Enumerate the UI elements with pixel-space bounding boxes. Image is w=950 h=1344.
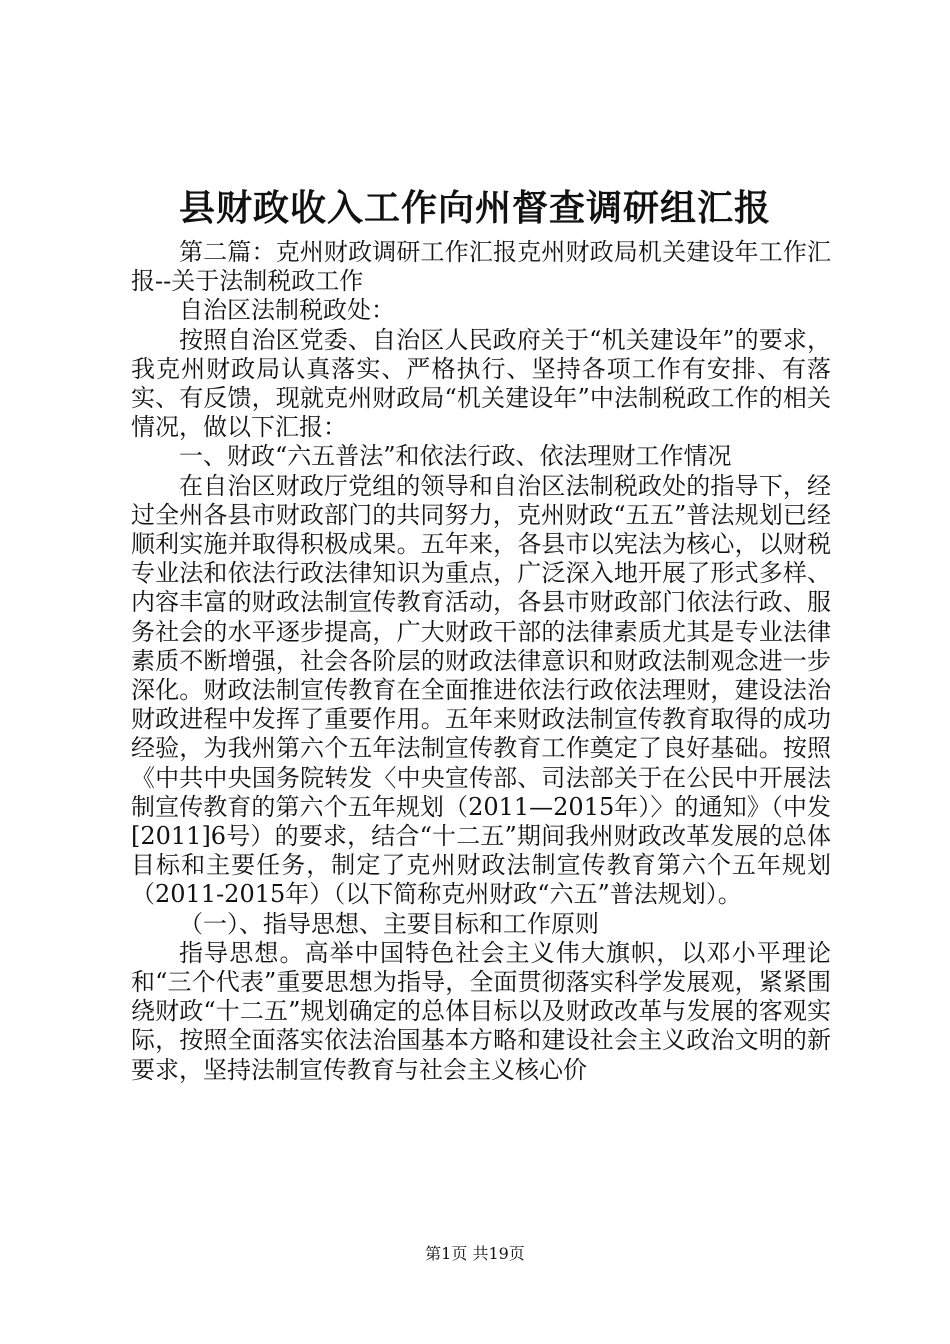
page-footer: 第1页 共19页: [425, 1244, 525, 1263]
paragraph-intro: 按照自治区党委、自治区人民政府关于“机关建设年”的要求，我克州财政局认真落实、严格执行、坚持各项工作有安排、有落实、有反馈，现就克州财政局“机关建设年”中法制税政工作的相关情况，做以下汇报：: [131, 325, 831, 442]
document-body: [131, 238, 831, 1085]
paragraph-salutation: 自治区法制税政处：: [179, 296, 395, 325]
paragraph-subtitle: 第二篇：克州财政调研工作汇报克州财政局机关建设年工作汇报--关于法制税政工作: [131, 238, 831, 296]
paragraph-section-1: 在自治区财政厅党组的领导和自治区法制税政处的指导下，经过全州各县市财政部门的共同努力，克州财政“五五”普法规划已经顺利实施并取得积极成果。五年来，各县市以宪法为核心，以财税专业法和依法行政法律知识为重点，广泛深入地开展了形式多样、内容丰富的财政法制宣传教育活动，各县市财政部门依法行政、服务社会的水平逐步提高，广大财政干部的法律素质尤其是专业法律素质不断增强，社会各阶层的财政法律意识和财政法制观念进一步深化。财政法制宣传教育在全面推进依法行政依法理财，建设法治财政进程中发挥了重要作用。五年来财政法制宣传教育取得的成功经验，为我州第六个五年法制宣传教育工作奠定了良好基础。按照《中共中央国务院转发〈中央宣传部、司法部关于在公民中开展法制宣传教育的第六个五年规划（2011—2015年）〉的通知》（中发[2011]6号）的要求，结合“十二五”期间我州财政改革发展的总体目标和主要任务，制定了克州财政法制宣传教育第六个五年规划（2011-2015年）（以下简称克州财政“六五”普法规划）。: [131, 471, 831, 909]
section-heading-1: 一、财政“六五普法”和依法行政、依法理财工作情况: [179, 442, 732, 471]
subsection-heading-1: （一）、指导思想、主要目标和工作原则: [179, 909, 599, 938]
document-title: 县财政收入工作向州督查调研组汇报: [178, 187, 771, 229]
paragraph-guiding-thought: 指导思想。高举中国特色社会主义伟大旗帜，以邓小平理论和“三个代表”重要思想为指导，全面贯彻落实科学发展观，紧紧围绕财政“十二五”规划确定的总体目标以及财政改革与发展的客观实际，按照全面落实依法治国基本方略和建设社会主义政治文明的新要求，坚持法制宣传教育与社会主义核心价: [131, 938, 831, 1084]
